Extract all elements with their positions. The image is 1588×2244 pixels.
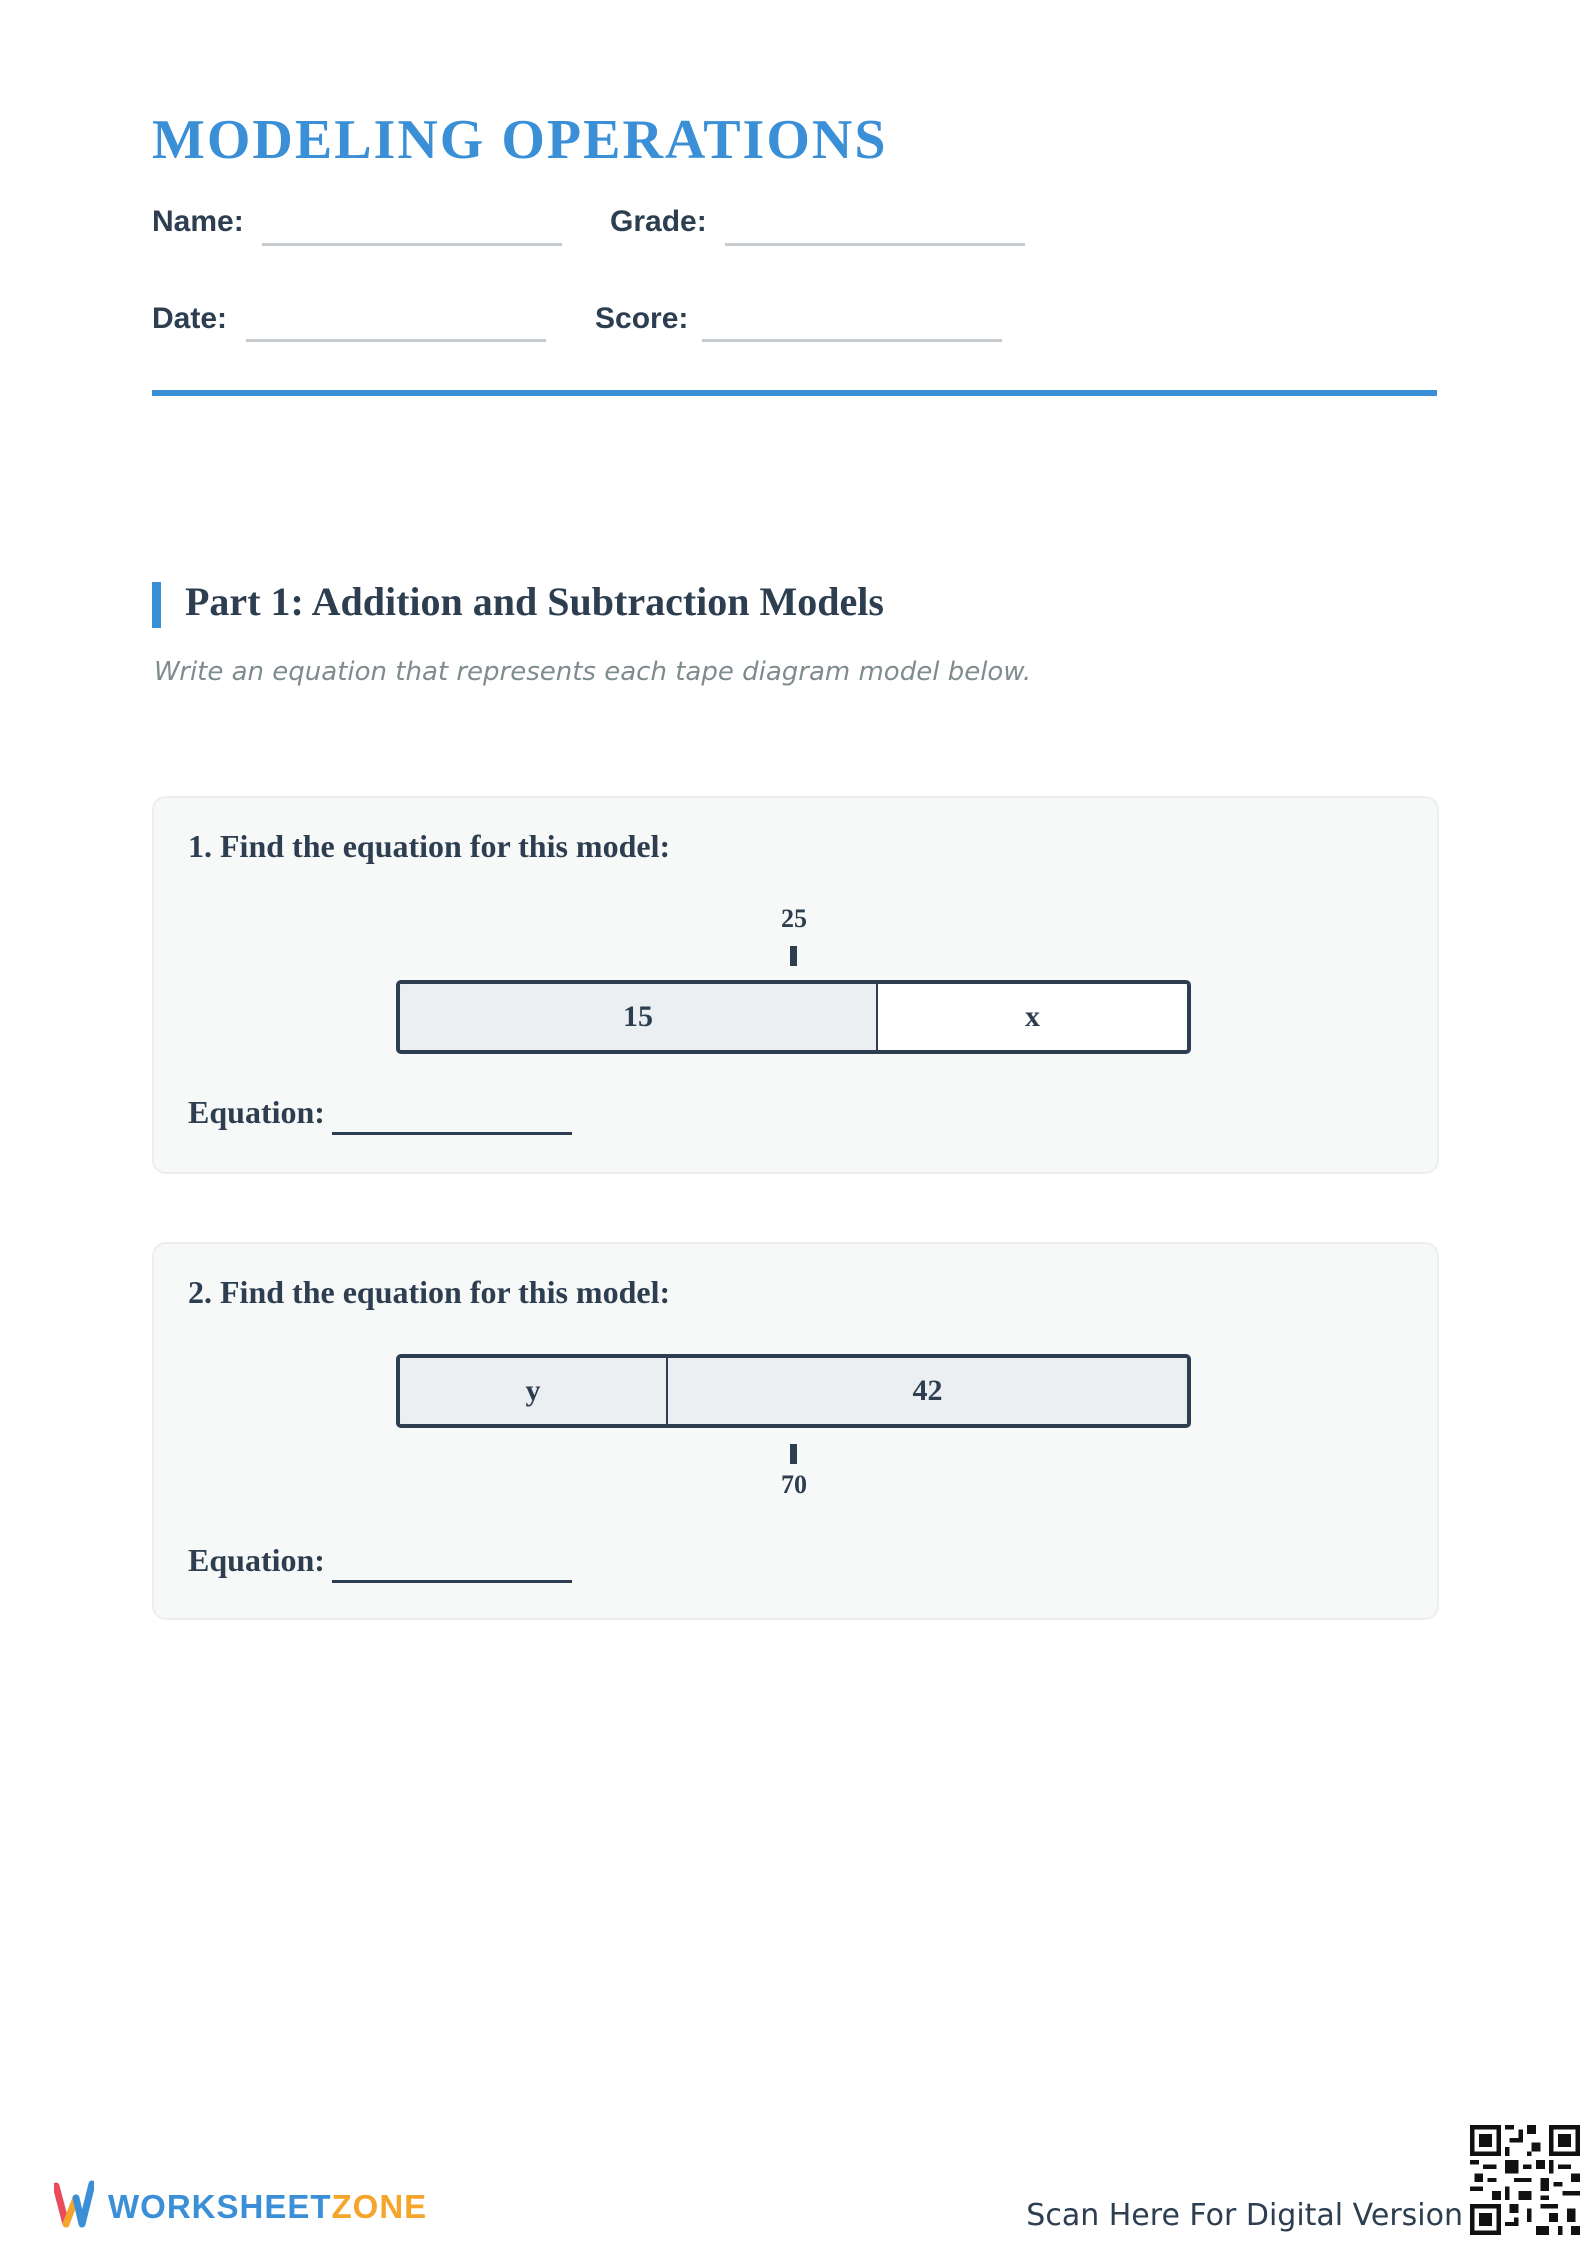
tape-total-label: 25	[781, 904, 807, 933]
score-field[interactable]	[702, 339, 1002, 342]
equation-label: Equation:	[188, 1094, 325, 1130]
date-label: Date:	[152, 302, 228, 335]
question-prompt: 1. Find the equation for this model:	[188, 828, 671, 864]
worksheet-title: MODELING OPERATIONS	[152, 109, 888, 171]
tape-segment-known: 42	[668, 1358, 1187, 1424]
brand-name-part1: WORKSHEET	[108, 2188, 332, 2225]
section-instructions: Write an equation that represents each tape diagram model below.	[154, 657, 1032, 687]
header-divider	[152, 390, 1437, 396]
qr-code-icon[interactable]	[1470, 2125, 1580, 2235]
date-field[interactable]	[246, 339, 546, 342]
brand-name	[108, 2188, 427, 2226]
equation-label: Equation:	[188, 1542, 325, 1578]
tape-segment-unknown: y	[400, 1358, 668, 1424]
equation-answer-line[interactable]	[332, 1580, 572, 1583]
question-card-1	[152, 796, 1439, 1174]
question-card-2	[152, 1242, 1439, 1620]
grade-field[interactable]	[725, 243, 1025, 246]
question-prompt: 2. Find the equation for this model:	[188, 1274, 671, 1310]
tape-segment-unknown: x	[1025, 1000, 1040, 1033]
grade-label: Grade:	[610, 205, 707, 238]
section-title: Part 1: Addition and Subtraction Models	[185, 579, 884, 624]
tape-diagram	[396, 1354, 1191, 1428]
worksheetzone-logo-icon	[54, 2180, 94, 2230]
section-accent-bar	[152, 582, 161, 628]
brand-name-part2: ZONE	[331, 2188, 428, 2225]
tape-total-tick	[790, 1444, 797, 1464]
tape-segment-known: 15	[400, 984, 878, 1050]
name-field[interactable]	[262, 243, 562, 246]
equation-answer-line[interactable]	[332, 1132, 572, 1135]
scan-instruction: Scan Here For Digital Version	[1026, 2198, 1463, 2233]
tape-diagram	[396, 980, 1191, 1054]
name-label: Name:	[152, 205, 244, 238]
tape-total-tick	[790, 946, 797, 966]
score-label: Score:	[595, 302, 689, 335]
tape-total-label: 70	[781, 1470, 807, 1499]
